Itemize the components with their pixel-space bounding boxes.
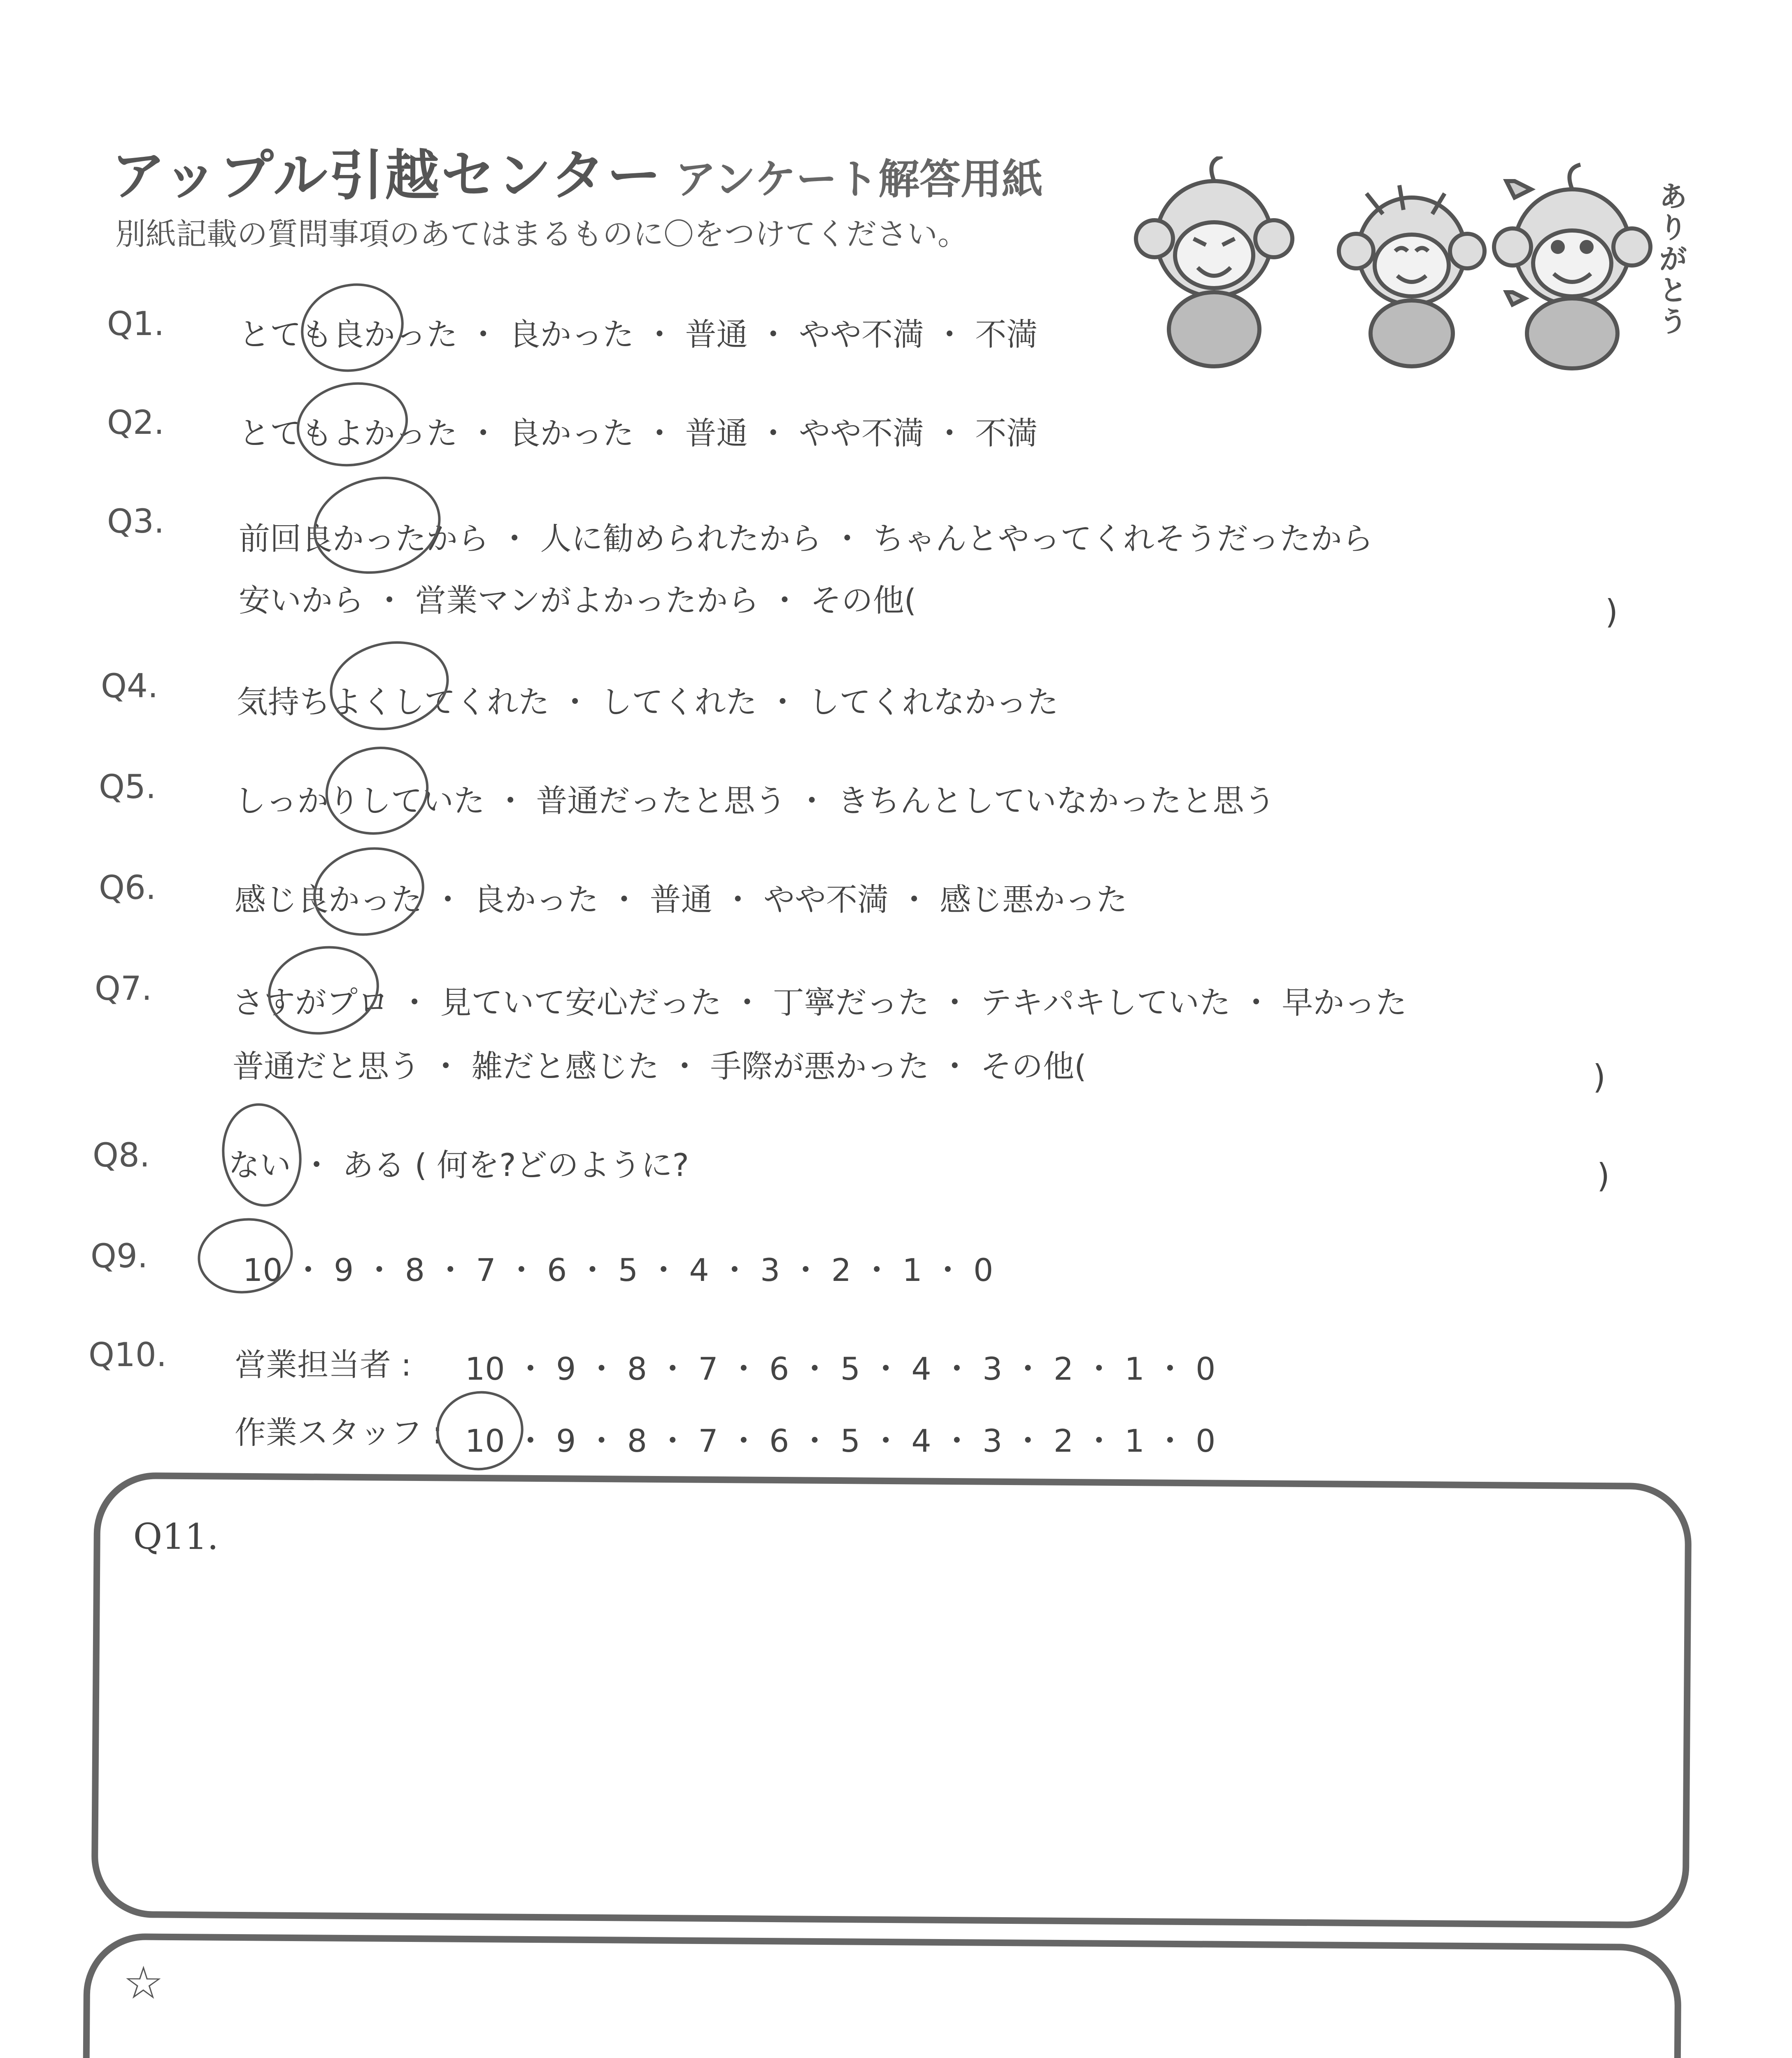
q2-answer-circle [290,374,415,475]
q10-staff-answer-circle [430,1384,530,1477]
q1-options: とても良かった ・ 良かった ・ 普通 ・ やや不満 ・ 不満 [239,316,1038,353]
star-icon: ☆ [123,1956,164,2009]
page-subtitle: アンケート解答用紙 [675,155,1043,203]
page-title: アップル引越センター [111,144,663,207]
q10-sales-label: 営業担当者 : [235,1346,412,1383]
q7-answer-circle [260,936,387,1045]
q4-options: 気持ちよくしてくれた ・ してくれた ・ してくれなかった [237,684,1059,720]
q7-close-paren: ) [1593,1058,1606,1096]
q5-answer-circle [317,737,437,844]
question-number-q1: Q1. [107,305,165,343]
monkey-mascots-illustration [1111,156,1729,370]
q11-comment-box[interactable] [91,1472,1692,1928]
q8-answer-circle [215,1098,308,1212]
question-number-q7: Q7. [95,969,152,1008]
q2-options: とてもよかった ・ 良かった ・ 普通 ・ やや不満 ・ 不満 [239,415,1038,452]
q5-options: しっかりしていた ・ 普通だったと思う ・ きちんとしていなかったと思う [235,782,1275,819]
q6-answer-circle [305,837,433,946]
q9-scale: 10 ・ 9 ・ 8 ・ 7 ・ 6 ・ 5 ・ 4 ・ 3 ・ 2 ・ 1 ・ 0 [243,1252,994,1288]
q1-answer-circle [291,272,414,383]
q3-options-line1: 前回良かったから ・ 人に勧められたから ・ ちゃんとやってくれそうだったから [239,520,1373,557]
q3-answer-circle [304,465,449,585]
question-number-q3: Q3. [107,502,165,540]
monkey-icon [1136,156,1292,366]
question-number-q9: Q9. [91,1237,148,1275]
thanks-bubble-text: ありがとう [1654,181,1688,338]
q8-options: ない ・ ある ( 何を?どのように? [228,1147,689,1183]
q6-options: 感じ良かった ・ 良かった ・ 普通 ・ やや不満 ・ 感じ悪かった [235,881,1128,918]
instruction-text: 別紙記載の質問事項のあてはまるものに〇をつけてください。 [115,217,968,252]
q3-close-paren: ) [1605,593,1618,631]
question-number-q2: Q2. [107,403,165,442]
q10-staff-scale: 10 ・ 9 ・ 8 ・ 7 ・ 6 ・ 5 ・ 4 ・ 3 ・ 2 ・ 1 ・ 0 [465,1422,1216,1459]
monkey-icon [1339,185,1485,366]
q8-close-paren: ) [1597,1157,1610,1195]
q10-sales-scale: 10 ・ 9 ・ 8 ・ 7 ・ 6 ・ 5 ・ 4 ・ 3 ・ 2 ・ 1 ・ 0 [465,1350,1216,1387]
q3-options-line2: 安いから ・ 営業マンがよかったから ・ その他( [239,582,917,619]
q11-label: Q11. [133,1516,219,1558]
q10-staff-label: 作業スタッフ : [235,1414,443,1451]
q7-options-line2: 普通だと思う ・ 雑だと感じた ・ 手際が悪かった ・ その他( [233,1048,1087,1085]
q4-answer-circle [321,631,457,741]
q7-options-line1: さすがプロ ・ 見ていて安心だった ・ 丁寧だった ・ テキパキしていた ・ 早かった [233,984,1407,1021]
question-number-q10: Q10. [88,1336,167,1374]
monkey-icon [1494,165,1650,368]
star-comment-box[interactable] [81,1933,1682,2058]
question-number-q5: Q5. [99,768,156,806]
question-number-q8: Q8. [93,1136,150,1174]
question-number-q6: Q6. [99,868,156,907]
question-number-q4: Q4. [101,667,158,705]
